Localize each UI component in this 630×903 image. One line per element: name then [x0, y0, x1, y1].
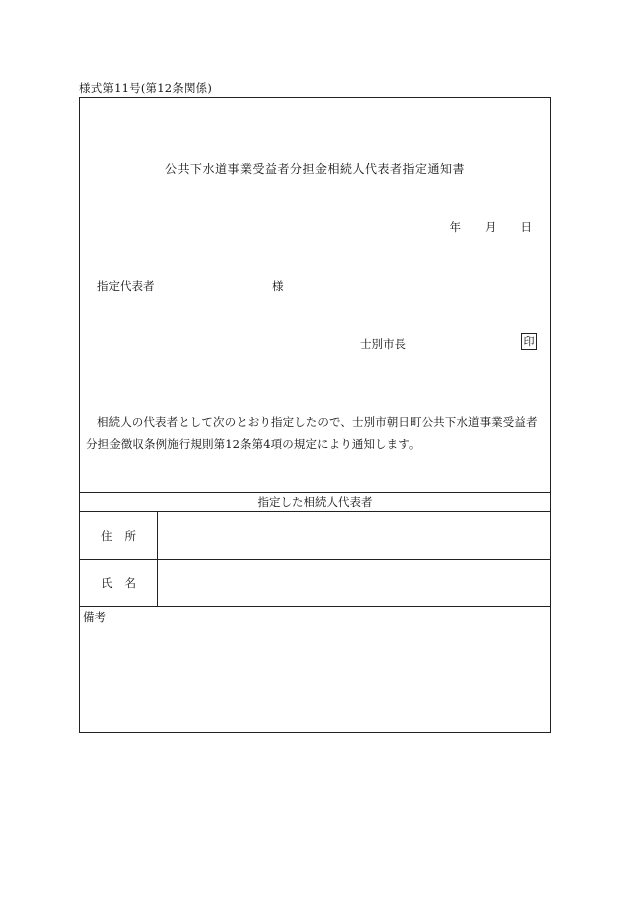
recipient-honorific: 様 — [272, 279, 284, 293]
address-label-cell — [80, 512, 158, 559]
date-day-label: 日 — [520, 220, 532, 234]
form-number: 様式第11号(第12条関係) — [79, 81, 213, 95]
address-label: 住所 — [101, 528, 148, 543]
notice-upper-section — [80, 98, 550, 493]
document-title: 公共下水道事業受益者分担金相続人代表者指定通知書 — [164, 162, 465, 176]
notice-body-text: 相続人の代表者として次のとおり指定したので、士別市朝日町公共下水道事業受益者分担金徴収条例施行規則第12条第4項の規定により通知します。 — [86, 415, 538, 451]
representative-table-header: 指定した相続人代表者 — [80, 493, 550, 512]
address-field[interactable] — [158, 512, 550, 559]
date-year-label: 年 — [449, 220, 461, 234]
name-field[interactable] — [158, 560, 550, 606]
seal-mark: 印 — [521, 333, 537, 350]
date-month-label: 月 — [485, 220, 497, 234]
sender-label: 士別市長 — [360, 337, 406, 351]
name-label-cell — [80, 560, 158, 606]
name-label: 氏名 — [101, 576, 148, 590]
date-line — [450, 219, 533, 235]
address-row — [80, 512, 550, 560]
remarks-section — [80, 607, 550, 732]
notice-form — [79, 97, 551, 733]
recipient-label: 指定代表者 — [97, 279, 155, 293]
remarks-label: 備考 — [83, 610, 106, 624]
name-row — [80, 560, 550, 607]
